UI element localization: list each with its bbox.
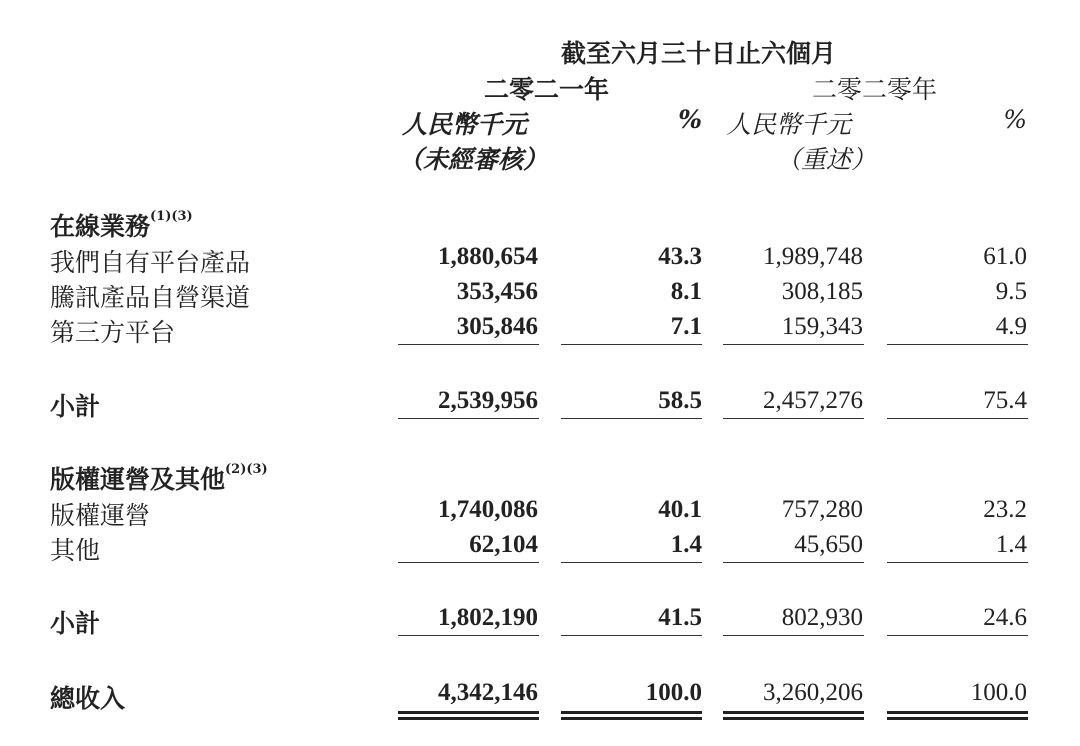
rule-line	[398, 635, 539, 636]
rule-line	[561, 344, 702, 345]
rule-line	[887, 562, 1028, 563]
value-2021: 4,342,146	[438, 679, 538, 706]
pct-2020-heading: %	[1003, 105, 1027, 134]
double-rule	[561, 717, 702, 720]
double-rule	[398, 717, 539, 720]
pct-2020: 100.0	[970, 679, 1027, 706]
value-2020: 802,930	[781, 604, 863, 631]
rule-line	[561, 635, 702, 636]
pct-2020: 4.9	[995, 313, 1027, 340]
row-label: 小計	[50, 392, 101, 421]
value-2020: 1,989,748	[763, 243, 863, 270]
rule-line	[887, 635, 1028, 636]
value-2021: 1,880,654	[438, 243, 538, 270]
row-label: 其他	[50, 536, 101, 565]
row-label: 我們自有平台產品	[50, 248, 251, 277]
value-2021: 305,846	[456, 313, 538, 340]
row-label: 騰訊產品自營渠道	[50, 283, 251, 312]
double-rule	[723, 717, 864, 720]
pct-2021: 100.0	[645, 679, 702, 706]
value-2021: 62,104	[469, 531, 538, 558]
rule-line	[398, 418, 539, 419]
value-2020: 757,280	[781, 496, 863, 523]
rule-line	[723, 344, 864, 345]
pct-2020: 24.6	[983, 604, 1027, 631]
value-2021: 353,456	[456, 278, 538, 305]
row-label: 第三方平台	[50, 318, 176, 347]
rule-line	[887, 418, 1028, 419]
double-rule	[887, 711, 1028, 714]
pct-2021: 41.5	[658, 604, 702, 631]
row-label: 總收入	[50, 684, 126, 713]
pct-2021: 8.1	[670, 278, 702, 305]
pct-2021: 1.4	[670, 531, 702, 558]
note-2020: （重述）	[776, 145, 877, 174]
unit-2020: 人民幣千元	[726, 110, 852, 139]
pct-2020: 61.0	[983, 243, 1027, 270]
value-2020: 308,185	[781, 278, 863, 305]
value-2020: 3,260,206	[763, 679, 863, 706]
pct-2021: 58.5	[658, 387, 702, 414]
rule-line	[398, 344, 539, 345]
section-title-online: 在線業務$^{(1)(3)}$	[50, 209, 193, 241]
pct-2021: 7.1	[670, 313, 702, 340]
unit-2021: 人民幣千元	[402, 110, 528, 139]
rule-line	[398, 562, 539, 563]
double-rule	[887, 717, 1028, 720]
period-heading: 截至六月三十日止六個月	[561, 39, 837, 68]
value-2021: 2,539,956	[438, 387, 538, 414]
double-rule	[723, 711, 864, 714]
value-2021: 1,740,086	[438, 496, 538, 523]
pct-2021: 40.1	[658, 496, 702, 523]
rule-line	[887, 344, 1028, 345]
pct-2021-heading: %	[678, 105, 702, 134]
double-rule	[398, 711, 539, 714]
rule-line	[561, 562, 702, 563]
value-2020: 159,343	[781, 313, 863, 340]
row-label: 小計	[50, 609, 101, 638]
rule-line	[561, 418, 702, 419]
year-2020-heading: 二零二零年	[812, 75, 938, 104]
value-2020: 45,650	[794, 531, 863, 558]
year-2021-heading: 二零二一年	[484, 75, 610, 104]
row-label: 版權運營	[50, 501, 151, 530]
double-rule	[561, 711, 702, 714]
note-2021: （未經審核）	[398, 145, 549, 174]
rule-line	[723, 635, 864, 636]
pct-2020: 75.4	[983, 387, 1027, 414]
pct-2020: 23.2	[983, 496, 1027, 523]
rule-line	[723, 418, 864, 419]
value-2021: 1,802,190	[438, 604, 538, 631]
rule-line	[723, 562, 864, 563]
pct-2021: 43.3	[658, 243, 702, 270]
value-2020: 2,457,276	[763, 387, 863, 414]
section-title-copyright: 版權運營及其他$^{(2)(3)}$	[50, 462, 268, 494]
pct-2020: 9.5	[995, 278, 1027, 305]
pct-2020: 1.4	[995, 531, 1027, 558]
